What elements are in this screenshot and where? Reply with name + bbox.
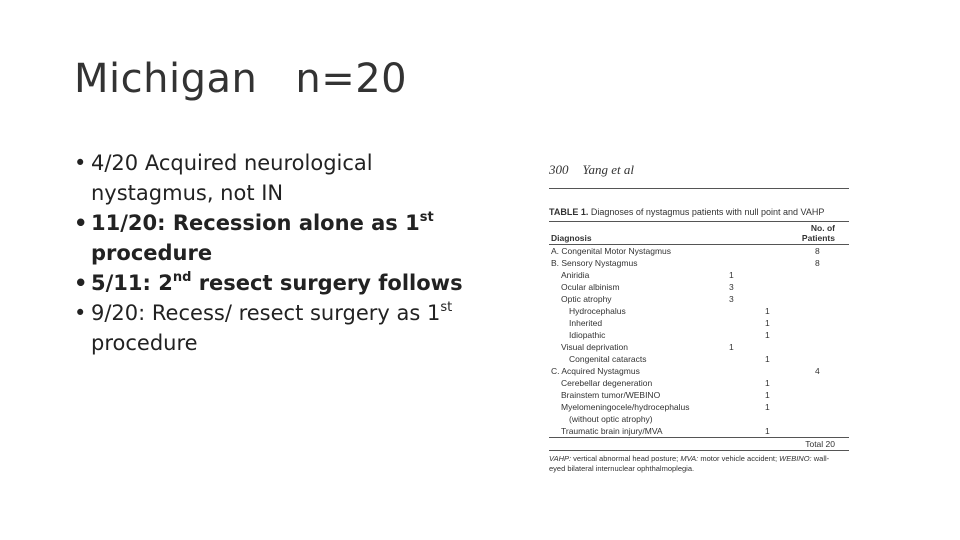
bullet-text — [91, 148, 474, 208]
table-total: Total 20 — [805, 439, 835, 449]
table-row — [549, 341, 849, 353]
row-diagnosis: A. Congenital Motor Nystagmus — [551, 246, 671, 256]
row-diagnosis: Optic atrophy — [561, 294, 612, 304]
bullet-dot-icon: • — [74, 151, 87, 175]
bullet-item — [74, 208, 474, 268]
table-row — [549, 413, 849, 425]
row-count: 1 — [765, 330, 770, 340]
row-diagnosis: Visual deprivation — [561, 342, 628, 352]
bullet-text-main: 9/20: Recess/ resect surgery as 1 — [91, 301, 441, 325]
table-row — [549, 425, 849, 437]
bullet-text-rest: procedure — [91, 331, 198, 355]
table-footnote — [549, 454, 839, 474]
table-body — [549, 245, 849, 437]
slide-title — [74, 56, 407, 102]
table-row — [549, 257, 849, 269]
row-diagnosis: Idiopathic — [569, 330, 606, 340]
table-row — [549, 353, 849, 365]
row-diagnosis: Traumatic brain injury/MVA — [561, 426, 663, 436]
table-bottom-rule — [549, 450, 849, 451]
column-header-patients — [802, 223, 835, 243]
row-diagnosis: Congenital cataracts — [569, 354, 647, 364]
row-diagnosis: Myelomeningocele/hydrocephalus — [561, 402, 690, 412]
table-row — [549, 293, 849, 305]
table-row — [549, 317, 849, 329]
table-row — [549, 389, 849, 401]
bullet-text — [91, 208, 474, 268]
bullet-text-rest: procedure — [91, 241, 213, 265]
footnote-abbreviation: VAHP: — [549, 454, 572, 463]
bullet-dot-icon: • — [74, 301, 87, 325]
footnote-abbreviation: MVA: — [680, 454, 699, 463]
bullet-item — [74, 298, 474, 358]
row-diagnosis: Hydrocephalus — [569, 306, 626, 316]
table-row — [549, 377, 849, 389]
table-row — [549, 305, 849, 317]
table-caption-text: Diagnoses of nystagmus patients with null point and VAHP — [590, 207, 825, 217]
table-row — [549, 329, 849, 341]
bullet-text-rest: resect surgery follows — [191, 271, 463, 295]
bullet-dot-icon: • — [74, 211, 88, 235]
bullet-dot-icon: • — [74, 271, 88, 295]
header-rule — [549, 188, 849, 189]
journal-header — [549, 160, 849, 180]
bullet-text-main: 11/20: Recession alone as 1 — [91, 211, 420, 235]
row-count: 4 — [815, 366, 820, 376]
row-diagnosis: Brainstem tumor/WEBINO — [561, 390, 661, 400]
footnote-abbreviation: WEBINO: — [779, 454, 812, 463]
column-header-patients-line1: No. of — [810, 223, 835, 233]
row-count: 8 — [815, 258, 820, 268]
row-count: 1 — [765, 354, 770, 364]
bullet-item — [74, 148, 474, 208]
bullet-text — [91, 298, 474, 358]
column-header-diagnosis: Diagnosis — [551, 233, 592, 243]
table-row — [549, 245, 849, 257]
bullet-text-superscript: st — [419, 210, 434, 225]
row-diagnosis: C. Acquired Nystagmus — [551, 366, 640, 376]
table-row — [549, 281, 849, 293]
row-count: 1 — [765, 306, 770, 316]
row-count: 3 — [729, 282, 734, 292]
row-diagnosis: (without optic atrophy) — [569, 414, 653, 424]
row-diagnosis: Cerebellar degeneration — [561, 378, 653, 388]
bullet-item — [74, 268, 474, 298]
table-total-row — [549, 438, 849, 450]
bullet-list — [74, 148, 474, 358]
row-count: 1 — [765, 426, 770, 436]
row-count: 1 — [765, 402, 770, 412]
footnote-definition: wall-eyed bilateral internuclear ophthalmoplegia. — [549, 454, 830, 473]
row-diagnosis: Ocular albinism — [561, 282, 620, 292]
table-caption-label: TABLE 1. — [549, 207, 589, 217]
bullet-text-main: 5/11: 2 — [91, 271, 173, 295]
table-row — [549, 365, 849, 377]
row-diagnosis: B. Sensory Nystagmus — [551, 258, 638, 268]
table-excerpt — [549, 160, 849, 474]
row-count: 1 — [765, 390, 770, 400]
bullet-text-main: 4/20 Acquired neurological nystagmus, not IN — [91, 151, 373, 205]
table-row — [549, 401, 849, 413]
bullet-text — [91, 268, 474, 298]
bullet-text-superscript: st — [440, 300, 453, 315]
bullet-text-superscript: nd — [172, 270, 192, 285]
row-diagnosis: Aniridia — [561, 270, 590, 280]
row-count: 1 — [729, 342, 734, 352]
table-header — [549, 222, 849, 244]
row-count: 1 — [765, 378, 770, 388]
row-count: 1 — [765, 318, 770, 328]
row-count: 3 — [729, 294, 734, 304]
column-header-patients-line2: Patients — [801, 233, 835, 243]
slide-title-count: n=20 — [295, 56, 408, 102]
row-count: 8 — [815, 246, 820, 256]
slide-title-location: Michigan — [74, 56, 258, 102]
footnote-definition: vertical abnormal head posture; — [571, 454, 681, 463]
table-row — [549, 269, 849, 281]
row-count: 1 — [729, 270, 734, 280]
footnote-definition: motor vehicle accident; — [698, 454, 780, 463]
table-caption — [549, 207, 849, 217]
page-number: 300 — [549, 162, 569, 177]
row-diagnosis: Inherited — [569, 318, 603, 328]
journal-authors: Yang et al — [582, 162, 635, 177]
